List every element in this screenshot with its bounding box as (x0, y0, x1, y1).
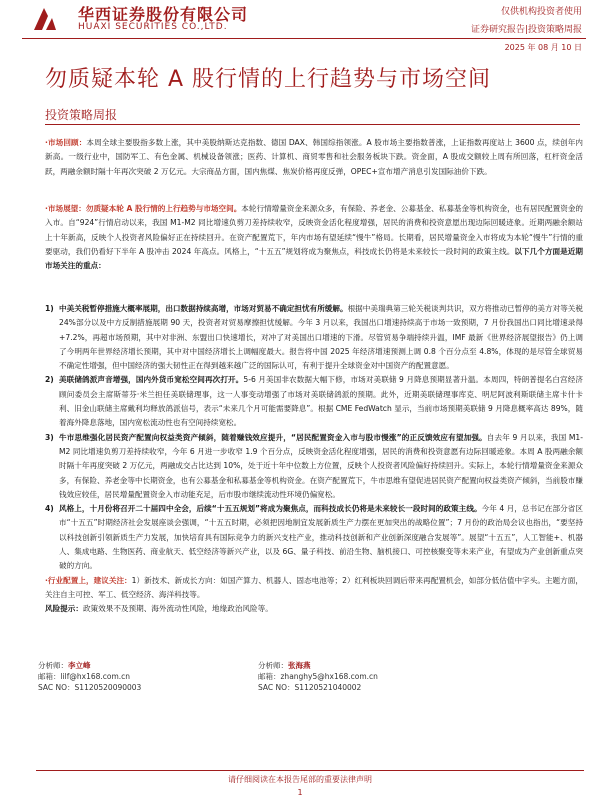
list-item-lead: 中美关税暂停措施大概率展期，出口数据持续高增，市场对贸易不确定担忧有所缓解。 (59, 304, 348, 313)
list-item-lead: 牛市思维强化居民资产配置向权益类资产倾斜，随着赚钱效应提升，“居民配置资金入市与股市慢涨”的正反馈效应有望加强。 (59, 432, 487, 442)
report-category: 证券研究报告|投资策略周报 (470, 25, 582, 35)
analyst-name: 张海燕 (288, 661, 311, 670)
report-date: 2025 年 08 月 10 日 (504, 43, 582, 52)
market-review-paragraph (45, 136, 583, 179)
analyst-block (38, 660, 558, 718)
company-name-cn: 华西证券股份有限公司 (78, 5, 249, 24)
risk-label: 风险提示： (45, 604, 83, 614)
analyst-role: 分析师： (38, 661, 68, 670)
industry-paragraph (45, 574, 583, 603)
company-name-en: HUAXI SECURITIES CO.,LTD. (78, 22, 228, 32)
analyst-sac: SAC NO：S1120521040002 (258, 683, 362, 692)
market-review-text: 本周全球主要股指多数上涨，其中美股纳斯达克指数、德国 DAX、韩国综指领涨。A 股市场主要指数普涨，上证指数再度站上 3600 点，续创年内新高。一级行业中，国防军工、有色金属、机械设备领涨；医药、计算机、商贸零售和社会服务板块下跌。资金面，A 股成交额较上周有所回落，杠杆资金活跃，两融余额时隔十年再次突破 2 万亿元。大宗商品方面，国内焦煤、焦炭价格再度反弹，OPEC+宣布增产消息引发国际油价下跌。 (45, 138, 583, 176)
analyst-email[interactable]: 邮箱：zhanghy5@hx168.com.cn (258, 672, 378, 681)
analyst-name: 李立峰 (68, 661, 91, 670)
list-item-lead: 美联储鸽派声音增强，国内外货币宽松空间再次打开。 (59, 375, 244, 385)
market-outlook-label: ·市场展望：勿质疑本轮 A 股行情的上行趋势与市场空间。 (45, 204, 242, 213)
list-item-number: 1) (45, 304, 54, 313)
list-item (45, 502, 583, 573)
report-title: 勿质疑本轮 A 股行情的上行趋势与市场空间 (45, 67, 492, 92)
analyst-email[interactable]: 邮箱：lilf@hx168.com.cn (38, 672, 131, 681)
list-item (45, 431, 583, 502)
analyst-card (258, 660, 478, 693)
market-outlook-text: 本轮行情增量资金来源众多，有保险、养老金、公募基金、私募基金等机构资金，也有居民配置资金的入市。自“924”行情启动以来，我国 M1-M2 同比增速负剪刀差持续收窄，反映资金活化程度增强，居民的消费和投资意愿出现边际回暖迹象。近期两融余额站上十年新高，反映个人投资者风险偏好正在持续回升。在资产配置荒下，年内市场有望延续“慢牛”格局。长期看，居民增量资金入市将成为本轮“慢牛”行情的重要驱动，我们仍看好下半年 A 股冲击 2024 年高点。风格上，“十五五”规划将成为聚焦点，科技成长仍将是未来较长一段时间的政策主线。 (45, 204, 584, 256)
list-item (45, 373, 583, 430)
report-subtitle: 投资策略周报 (45, 108, 118, 122)
header-divider (22, 38, 586, 39)
subtitle-divider (45, 124, 580, 125)
analyst-card (38, 660, 258, 693)
huaxi-logo-icon (30, 4, 60, 32)
analyst-role: 分析师： (258, 661, 288, 670)
analyst-sac: SAC NO：S1120520090003 (38, 683, 142, 692)
page-number: 1 (297, 788, 303, 797)
risk-text: 政策效果不及预期、海外流动性风险，地缘政治风险等。 (82, 604, 273, 614)
usage-disclaimer: 仅供机构投资者使用 (500, 7, 582, 17)
report-header (0, 0, 600, 52)
industry-label: ·行业配置上，建议关注： (45, 575, 132, 585)
list-item-text: 自去年 9 月以来，我国 M1-M2 同比增速负剪刀差持续收窄，今年 6 月进一步收窄 1.9 个百分点，反映资金活化程度增强，居民的消费和投资意愿有边际回暖迹象。本周 A 股两融余额时隔十年再度突破 2 万亿元，两融成交占比达到 10%，处于近十年中位数上方位置，反映个人投资者风险偏好持续回升。实际上，本轮行情增量资金来源众多，有保险、养老金等中长期资金，也有公募基金和私募基金等机构资金。在资产配置荒下，牛市思维有望促进居民资产配置向权益类资产倾斜，当前股市赚钱效应较佳，居民增量配置资金入市动能充足，后市股市继续流动性环境仍偏宽松。 (59, 432, 583, 499)
risk-paragraph (45, 602, 583, 616)
legal-disclaimer: 请仔细阅读在本报告尾部的重要法律声明 (228, 775, 372, 784)
market-outlook-paragraph (45, 202, 583, 273)
list-item-lead: 风格上，十月份将召开二十届四中全会，后续“十五五规划”将成为聚焦点，而科技成长仍将是未来较长一段时间的政策主线。 (59, 504, 482, 514)
list-item-text: 今年 4 月，总书记在部分省区市“十五五”时期经济社会发展座谈会强调，“十五五时期，必须把因地制宜发展新质生产力摆在更加突出的战略位置”；7 月份的政治局会议也指出，“要坚持以科技创新引领新质生产力发展，加快培育具有国际竞争力的新兴支柱产业，推动科技创新和产业创新深度融合发展等”。展望“十五五”，人工智能+、机器人、集成电路、生物医药、商业航天、低空经济等新兴产业，以及 6G、量子科技、前沿生物、脑机接口、可控核聚变等未来产业，有望成为产业创新重点突破的方向。 (59, 504, 583, 571)
list-item-number: 2) (45, 375, 54, 385)
focus-list (45, 302, 583, 617)
market-review-label: ·市场回顾： (45, 138, 87, 147)
list-item-number: 4) (45, 504, 54, 514)
list-item-text: 根据中美瑞典第三轮关税谈判共识，双方将推动已暂停的美方对等关税 24%部分以及中方反制措施展期 90 天，投资者对贸易摩擦担忧缓解。今年 3 月以来，我国出口增速持续高于市场一致预期，7 月份我国出口同比增速录得+7.2%，再超市场预期，其中对非洲、东盟出口快速增长，对冲了对美国出口增速的下滑。尽管贸易争端持续升温，IMF 最新《世界经济展望报告》仍上调了今明两年世界经济增长预期，其中对中国经济增长上调幅度最大。报告将中国 2025 年经济增速预测上调 0.8 个百分点至 4.8%，体现的是尽管全球贸易不确定性增强，但中国经济的强大韧性正在得到越来越广泛的国际认可，有利于提升全球资金对中国资产的配置意愿。 (59, 304, 583, 371)
market-outlook-tail: 以下几个方面是近期市场关注的重点： (45, 246, 584, 271)
industry-text: 1）新技术、新成长方向：如国产算力、机器人、固态电池等；2）红利板块回调后带来再配置机会，如部分低估值中字头。主题方面，关注自主可控、军工、低空经济、海洋科技等。 (45, 575, 583, 599)
list-item-number: 3) (45, 432, 54, 442)
footer-divider (36, 770, 584, 771)
list-item (45, 302, 583, 373)
list-item-text: 5-6 月美国非农数据大幅下修，市场对美联储 9 月降息预期显著升温。本周四，特朗普提名白宫经济顾问委员会主席斯蒂芬·米兰担任美联储理事，这一人事变动增强了市场对美联储鸽派的预期。此外，近期美联储理事库克、明尼阿波利斯联储主席卡什卡利、旧金山联储主席戴利均释放鸽派信号，表示“未来几个月可能需要降息”。根据 CME FedWatch 显示，当前市场预期美联储 9 月降息概率高达 89%，随着海外降息落地，国内宽松流动性也有空间持续宽松。 (59, 375, 583, 428)
